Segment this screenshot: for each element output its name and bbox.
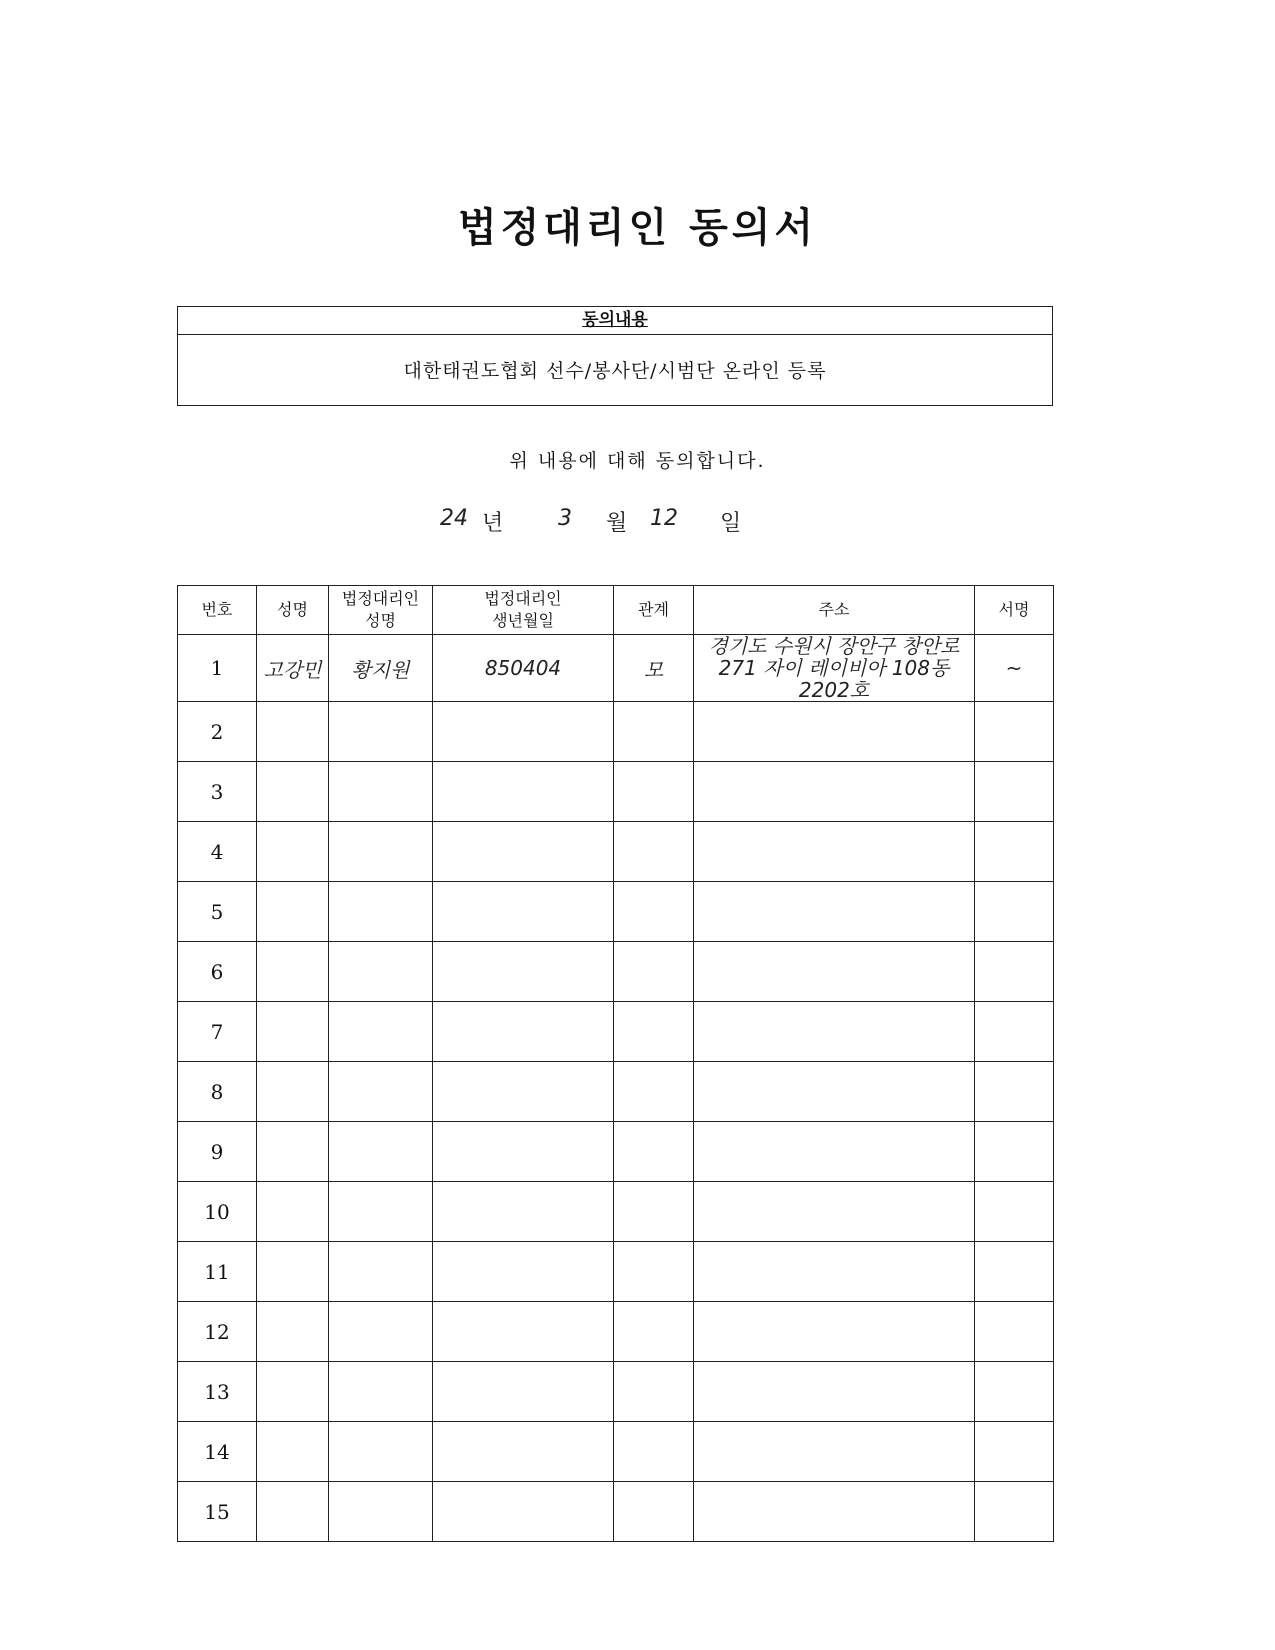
date-month-label: 월 — [606, 511, 628, 536]
relation-cell — [614, 1182, 694, 1242]
table-row — [178, 882, 1054, 942]
row-number-cell: 10 — [178, 1182, 257, 1242]
signature-cell — [975, 1302, 1054, 1362]
row-number-cell: 9 — [178, 1122, 257, 1182]
consent-content: 대한태권도협회 선수/봉사단/시범단 온라인 등록 — [403, 360, 827, 382]
row-number-cell: 6 — [178, 942, 257, 1002]
address-cell — [694, 1422, 975, 1482]
column-header-signature: 서명 — [975, 586, 1054, 635]
table-row — [178, 1002, 1054, 1062]
table-row — [178, 1182, 1054, 1242]
document-title: 법정대리인 동의서 — [457, 205, 818, 251]
student-name-cell — [257, 1362, 329, 1422]
guardian-name-cell — [329, 1482, 433, 1542]
signature-cell — [975, 1242, 1054, 1302]
signature-cell — [975, 702, 1054, 762]
guardian-birthdate-cell — [433, 1002, 614, 1062]
address-cell — [694, 1062, 975, 1122]
date-day-label: 일 — [720, 511, 742, 536]
address-cell — [694, 635, 975, 702]
guardian-birthdate-cell — [433, 882, 614, 942]
relation-cell — [614, 822, 694, 882]
guardian-birthdate-cell: 850404 — [433, 635, 614, 702]
table-row — [178, 1422, 1054, 1482]
row-number-cell: 4 — [178, 822, 257, 882]
relation-cell — [614, 1122, 694, 1182]
guardian-birthdate-cell — [433, 1422, 614, 1482]
address-cell — [694, 1482, 975, 1542]
relation-cell — [614, 762, 694, 822]
student-name-cell — [257, 1302, 329, 1362]
table-row — [178, 822, 1054, 882]
guardian-table — [177, 585, 1054, 1542]
column-header-relation: 관계 — [614, 586, 694, 635]
relation-cell — [614, 1242, 694, 1302]
column-header-guardian-name: 법정대리인 성명 — [329, 586, 433, 635]
guardian-birthdate-cell — [433, 762, 614, 822]
table-row — [178, 1362, 1054, 1422]
student-name-cell — [257, 702, 329, 762]
column-header-guardian-birth: 법정대리인 생년월일 — [433, 586, 614, 635]
guardian-birthdate-cell — [433, 942, 614, 1002]
student-name-cell — [257, 1482, 329, 1542]
table-row — [178, 762, 1054, 822]
address-line-2: 271 자이 레이비아 108동 2202호 — [718, 656, 950, 702]
row-number-cell: 3 — [178, 762, 257, 822]
address-cell — [694, 942, 975, 1002]
column-header-name: 성명 — [257, 586, 329, 635]
signature-cell — [975, 1482, 1054, 1542]
table-row — [178, 702, 1054, 762]
relation-cell — [614, 702, 694, 762]
guardian-name-cell — [329, 1242, 433, 1302]
guardian-name-cell — [329, 1182, 433, 1242]
date-year: 24 — [440, 506, 468, 531]
relation-cell — [614, 1002, 694, 1062]
row-number-cell: 8 — [178, 1062, 257, 1122]
signature-cell — [975, 1002, 1054, 1062]
signature-cell — [975, 942, 1054, 1002]
relation-cell — [614, 882, 694, 942]
guardian-name-cell — [329, 702, 433, 762]
table-header-row — [178, 586, 1054, 635]
address-cell — [694, 1242, 975, 1302]
column-header-number: 번호 — [178, 586, 257, 635]
address-cell — [694, 1362, 975, 1422]
student-name-cell — [257, 1242, 329, 1302]
guardian-birthdate-cell — [433, 702, 614, 762]
row-number-cell: 2 — [178, 702, 257, 762]
consent-header-label: 동의내용 — [582, 310, 648, 330]
row-number-cell: 13 — [178, 1362, 257, 1422]
relation-cell: 모 — [614, 635, 694, 702]
guardian-name-cell — [329, 822, 433, 882]
student-name-cell — [257, 1122, 329, 1182]
relation-cell — [614, 1482, 694, 1542]
signature-cell — [975, 762, 1054, 822]
address-line-1: 경기도 수원시 장안구 창안로 — [708, 634, 960, 658]
date-month: 3 — [558, 506, 572, 531]
table-row — [178, 1302, 1054, 1362]
consent-box — [177, 306, 1053, 406]
guardian-name-cell — [329, 762, 433, 822]
guardian-name-cell — [329, 1302, 433, 1362]
relation-cell — [614, 1422, 694, 1482]
consent-header — [178, 307, 1052, 335]
guardian-birthdate-cell — [433, 1482, 614, 1542]
guardian-name-cell: 황지원 — [329, 635, 433, 702]
guardian-birthdate-cell — [433, 1062, 614, 1122]
row-number-cell: 15 — [178, 1482, 257, 1542]
address-cell — [694, 762, 975, 822]
signature-cell — [975, 1062, 1054, 1122]
address-cell — [694, 702, 975, 762]
guardian-name-cell — [329, 882, 433, 942]
agree-statement: 위 내용에 대해 동의합니다. — [509, 450, 766, 472]
signature-cell — [975, 1422, 1054, 1482]
relation-cell — [614, 1062, 694, 1122]
guardian-birthdate-cell — [433, 1182, 614, 1242]
address-cell — [694, 1002, 975, 1062]
guardian-birthdate-cell — [433, 1302, 614, 1362]
guardian-birthdate-cell — [433, 1242, 614, 1302]
guardian-birthdate-cell — [433, 1362, 614, 1422]
relation-cell — [614, 942, 694, 1002]
date-year-label: 년 — [482, 511, 504, 536]
table-row — [178, 1242, 1054, 1302]
table-row — [178, 1062, 1054, 1122]
student-name-cell — [257, 942, 329, 1002]
guardian-name-cell — [329, 1002, 433, 1062]
guardian-birthdate-cell — [433, 1122, 614, 1182]
student-name-cell: 고강민 — [257, 635, 329, 702]
student-name-cell — [257, 882, 329, 942]
signature-cell — [975, 1122, 1054, 1182]
signature-cell — [975, 1182, 1054, 1242]
student-name-cell — [257, 1422, 329, 1482]
relation-cell — [614, 1362, 694, 1422]
address-cell — [694, 1122, 975, 1182]
row-number-cell: 5 — [178, 882, 257, 942]
row-number-cell: 1 — [178, 635, 257, 702]
student-name-cell — [257, 1002, 329, 1062]
relation-cell — [614, 1302, 694, 1362]
table-row — [178, 635, 1054, 702]
student-name-cell — [257, 1062, 329, 1122]
guardian-name-cell — [329, 1362, 433, 1422]
student-name-cell — [257, 1182, 329, 1242]
table-row — [178, 1482, 1054, 1542]
address-cell — [694, 1182, 975, 1242]
table-row — [178, 1122, 1054, 1182]
guardian-birthdate-cell — [433, 822, 614, 882]
signature-cell — [975, 1362, 1054, 1422]
row-number-cell: 14 — [178, 1422, 257, 1482]
row-number-cell: 7 — [178, 1002, 257, 1062]
address-cell — [694, 882, 975, 942]
signature-cell — [975, 822, 1054, 882]
signature-cell — [975, 882, 1054, 942]
student-name-cell — [257, 822, 329, 882]
row-number-cell: 12 — [178, 1302, 257, 1362]
student-name-cell — [257, 762, 329, 822]
guardian-name-cell — [329, 942, 433, 1002]
guardian-name-cell — [329, 1122, 433, 1182]
column-header-address: 주소 — [694, 586, 975, 635]
signature-cell: ~ — [975, 635, 1054, 702]
address-cell — [694, 1302, 975, 1362]
guardian-name-cell — [329, 1422, 433, 1482]
date-day: 12 — [650, 506, 678, 531]
row-number-cell: 11 — [178, 1242, 257, 1302]
address-cell — [694, 822, 975, 882]
guardian-name-cell — [329, 1062, 433, 1122]
table-row — [178, 942, 1054, 1002]
